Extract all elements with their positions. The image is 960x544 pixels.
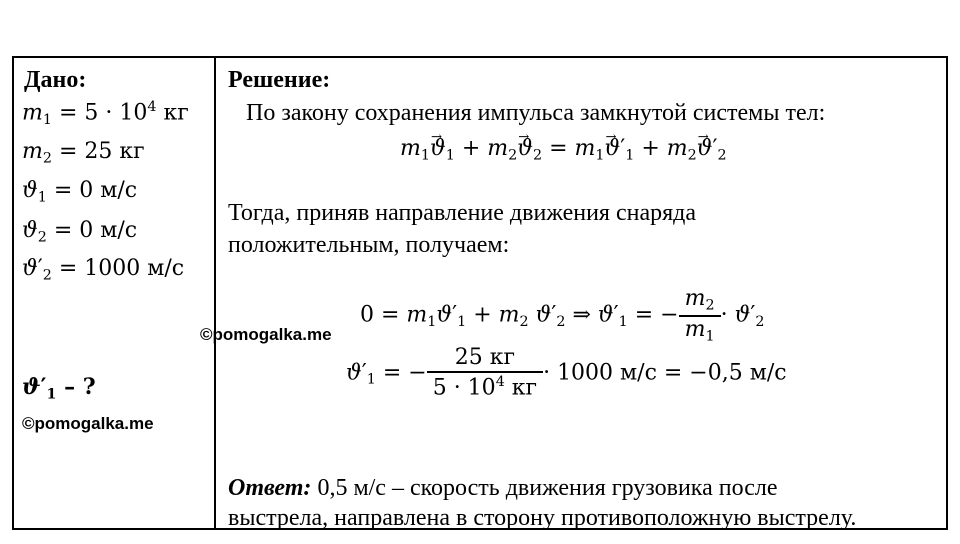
given-v2-prime: $ϑ'_2 = 1000$ м/с	[22, 256, 185, 284]
given-v1: $ϑ_1 = 0$ м/с	[22, 178, 138, 206]
given-v2: $ϑ_2 = 0$ м/с	[22, 218, 138, 246]
solution-then-line1: Тогда, приняв направление движения снаряда	[228, 200, 697, 226]
watermark-center: ©pomogalka.me	[200, 325, 332, 344]
answer-label: Ответ:	[228, 475, 312, 501]
momentum-equation: $m_1\to ϑ_1 + m_2\to ϑ_2 = m_1\to ϑ'_1 + m_2\to ϑ'_2$	[400, 138, 727, 163]
answer-line1: Ответ: 0,5 м/с – скорость движения грузовика после	[228, 475, 778, 501]
given-m2: $m_2 = 25$ кг	[22, 139, 145, 167]
given-m1: $m_1 = 5 \cdot 10^4$ кг	[22, 99, 189, 128]
solution-intro: По закону сохранения импульса замкнутой системы тел:	[246, 100, 826, 126]
derived-equation: $0 = m_1ϑ'_1 + m_2$ $ϑ'_2$ ⇒ $ϑ'_1$ = − $\frac{m_2}{m_1}$ · $ϑ'_2$	[360, 286, 765, 344]
solution-then-line2: положительным, получаем:	[228, 232, 510, 258]
solution-header: Решение:	[228, 67, 331, 93]
answer-line2: выстрела, направлена в сторону противоположную выстрелу.	[228, 505, 857, 531]
column-divider	[214, 56, 216, 530]
calculation-equation: $ϑ'_1$ = − $\frac{25 кг}{5 \cdot 10^4 кг}$ · 1000 м/с = −0,5 м/с	[346, 345, 787, 401]
watermark-left: ©pomogalka.me	[22, 414, 154, 433]
find-v1-prime: $ϑ'_1$ – ?	[22, 374, 96, 403]
given-header: Дано:	[24, 67, 87, 93]
